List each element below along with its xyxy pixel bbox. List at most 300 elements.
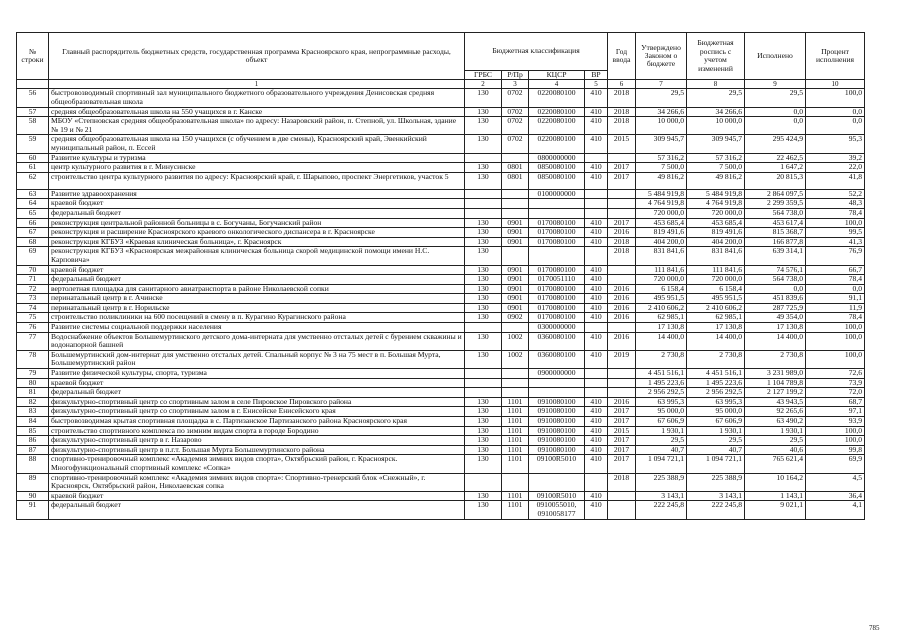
header-percent: Процент исполнения (806, 33, 865, 80)
row-rzpr: 1002 (502, 332, 529, 350)
row-kcsr: 0170080100 (529, 218, 585, 228)
row-grbs: 130 (465, 445, 502, 455)
row-rzpr: 1101 (502, 436, 529, 446)
row-approved: 29,5 (636, 436, 687, 446)
row-percent: 100,0 (806, 218, 865, 228)
row-budget-list: 5 484 919,8 (687, 189, 745, 199)
row-name: федеральный бюджет (49, 275, 465, 285)
row-year: 2019 (608, 350, 636, 368)
row-grbs: 130 (465, 218, 502, 228)
row-executed: 295 424,9 (745, 135, 806, 153)
row-number: 73 (17, 294, 49, 304)
row-grbs: 130 (465, 89, 502, 107)
row-approved: 495 951,5 (636, 294, 687, 304)
row-kcsr (529, 473, 585, 491)
row-year (608, 369, 636, 379)
row-number: 67 (17, 228, 49, 238)
table-row (17, 284, 865, 294)
row-approved: 309 945,7 (636, 135, 687, 153)
row-approved: 10 000,0 (636, 117, 687, 135)
row-year (608, 501, 636, 519)
row-number: 75 (17, 313, 49, 323)
row-number: 70 (17, 265, 49, 275)
column-index: 9 (745, 80, 806, 89)
row-budget-list: 3 143,1 (687, 491, 745, 501)
row-name: физкультурно-спортивный центр в п.г.т. Большая Мурта Большемуртинского района (49, 445, 465, 455)
table-row (17, 303, 865, 313)
row-executed: 287 725,9 (745, 303, 806, 313)
row-executed: 20 815,3 (745, 172, 806, 189)
row-executed: 0,0 (745, 117, 806, 135)
row-grbs (465, 153, 502, 163)
row-percent: 100,0 (806, 323, 865, 333)
row-vr: 410 (585, 228, 608, 238)
row-name: строительство поликлиники на 600 посещений в смену в п. Курагино Курагинского района (49, 313, 465, 323)
column-index: 5 (585, 80, 608, 89)
row-budget-list: 7 500,0 (687, 163, 745, 173)
row-executed: 564 738,0 (745, 208, 806, 218)
row-rzpr: 0702 (502, 107, 529, 117)
row-executed: 2 730,8 (745, 350, 806, 368)
row-budget-list: 720 000,0 (687, 208, 745, 218)
row-executed: 564 738,0 (745, 275, 806, 285)
row-budget-list: 49 816,2 (687, 172, 745, 189)
row-grbs: 130 (465, 172, 502, 189)
row-grbs: 130 (465, 247, 502, 265)
row-year: 2016 (608, 313, 636, 323)
row-percent: 93,9 (806, 417, 865, 427)
row-vr (585, 199, 608, 209)
row-grbs: 130 (465, 265, 502, 275)
row-grbs: 130 (465, 303, 502, 313)
row-approved: 453 685,4 (636, 218, 687, 228)
row-percent: 78,4 (806, 313, 865, 323)
row-approved: 49 816,2 (636, 172, 687, 189)
header-budget-classification: Бюджетная классификация (465, 33, 608, 71)
row-vr: 410 (585, 501, 608, 519)
row-name: физкультурно-спортивный центр со спортивным залом в г. Енисейске Енисейского края (49, 407, 465, 417)
row-kcsr: 0170080100 (529, 294, 585, 304)
row-percent: 68,7 (806, 397, 865, 407)
row-number: 63 (17, 189, 49, 199)
row-percent: 78,4 (806, 275, 865, 285)
row-percent: 100,0 (806, 426, 865, 436)
row-vr: 410 (585, 218, 608, 228)
header-name: Главный распорядитель бюджетных средств, государственная программа Красноярского края, непрограммные расходы, объект (49, 33, 465, 80)
row-percent: 0,0 (806, 107, 865, 117)
row-approved: 14 400,0 (636, 332, 687, 350)
table-row (17, 265, 865, 275)
row-number: 88 (17, 455, 49, 473)
row-budget-list: 29,5 (687, 436, 745, 446)
table-row (17, 407, 865, 417)
column-index: 1 (49, 80, 465, 89)
row-kcsr: 0910080100 (529, 445, 585, 455)
row-name: краевой бюджет (49, 378, 465, 388)
row-executed: 2 127 199,2 (745, 388, 806, 398)
row-vr (585, 378, 608, 388)
row-name: краевой бюджет (49, 265, 465, 275)
row-vr: 410 (585, 332, 608, 350)
row-grbs: 130 (465, 417, 502, 427)
row-year (608, 153, 636, 163)
row-approved: 62 985,1 (636, 313, 687, 323)
row-kcsr: 0300000000 (529, 323, 585, 333)
row-year (608, 265, 636, 275)
row-kcsr (529, 208, 585, 218)
row-rzpr (502, 323, 529, 333)
row-percent: 0,0 (806, 284, 865, 294)
table-row (17, 117, 865, 135)
row-year: 2018 (608, 247, 636, 265)
row-vr: 410 (585, 265, 608, 275)
row-vr: 410 (585, 294, 608, 304)
row-budget-list: 6 158,4 (687, 284, 745, 294)
row-rzpr: 0702 (502, 135, 529, 153)
row-grbs: 130 (465, 275, 502, 285)
row-number: 65 (17, 208, 49, 218)
row-name: Развитие культуры и туризма (49, 153, 465, 163)
row-year: 2018 (608, 117, 636, 135)
row-executed: 1 647,2 (745, 163, 806, 173)
row-percent: 100,0 (806, 89, 865, 107)
row-rzpr: 0901 (502, 294, 529, 304)
row-rzpr: 1101 (502, 501, 529, 519)
row-budget-list: 29,5 (687, 89, 745, 107)
row-percent: 0,0 (806, 117, 865, 135)
row-percent: 69,9 (806, 455, 865, 473)
row-executed: 92 265,6 (745, 407, 806, 417)
row-number: 87 (17, 445, 49, 455)
row-grbs: 130 (465, 284, 502, 294)
row-executed: 815 368,7 (745, 228, 806, 238)
row-number: 64 (17, 199, 49, 209)
row-year (608, 323, 636, 333)
row-vr: 410 (585, 284, 608, 294)
row-name: средняя общеобразовательная школа на 150 учащихся (с обучением в две смены), Красноярский край, Эвенкийский муниципальный район, п. Ессей (49, 135, 465, 153)
row-vr: 410 (585, 89, 608, 107)
row-grbs (465, 208, 502, 218)
table-row (17, 455, 865, 473)
row-vr (585, 369, 608, 379)
row-rzpr: 0902 (502, 313, 529, 323)
row-budget-list: 1 094 721,1 (687, 455, 745, 473)
table-row (17, 189, 865, 199)
row-vr (585, 208, 608, 218)
row-budget-list: 309 945,7 (687, 135, 745, 153)
row-executed: 29,5 (745, 89, 806, 107)
row-budget-list: 2 956 292,5 (687, 388, 745, 398)
row-vr: 410 (585, 237, 608, 247)
row-percent: 95,3 (806, 135, 865, 153)
row-percent: 91,1 (806, 294, 865, 304)
row-grbs: 130 (465, 294, 502, 304)
row-approved: 6 158,4 (636, 284, 687, 294)
row-grbs: 130 (465, 228, 502, 238)
column-index: 7 (636, 80, 687, 89)
column-index (17, 80, 49, 89)
row-budget-list: 222 245,8 (687, 501, 745, 519)
row-percent: 48,3 (806, 199, 865, 209)
row-rzpr: 0702 (502, 117, 529, 135)
row-rzpr (502, 378, 529, 388)
row-grbs: 130 (465, 491, 502, 501)
header-grbs: ГРБС (465, 71, 502, 80)
row-approved: 225 388,9 (636, 473, 687, 491)
header-row-number: № строки (17, 33, 49, 80)
row-vr: 410 (585, 407, 608, 417)
row-kcsr: 0170051110 (529, 275, 585, 285)
row-approved: 1 930,1 (636, 426, 687, 436)
table-row (17, 445, 865, 455)
row-number: 71 (17, 275, 49, 285)
row-executed: 10 164,2 (745, 473, 806, 491)
row-vr (585, 388, 608, 398)
row-budget-list: 67 606,9 (687, 417, 745, 427)
header-budget-list: Бюджетная роспись с учетом изменений (687, 33, 745, 80)
row-grbs: 130 (465, 501, 502, 519)
table-row (17, 369, 865, 379)
row-executed: 17 130,8 (745, 323, 806, 333)
table-row (17, 294, 865, 304)
row-budget-list: 62 985,1 (687, 313, 745, 323)
row-budget-list: 819 491,6 (687, 228, 745, 238)
row-approved: 1 094 721,1 (636, 455, 687, 473)
row-rzpr: 1101 (502, 397, 529, 407)
row-rzpr (502, 388, 529, 398)
row-kcsr: 0910080100 (529, 397, 585, 407)
row-percent: 100,0 (806, 350, 865, 368)
row-name: Развитие физической культуры, спорта, туризма (49, 369, 465, 379)
row-year: 2016 (608, 228, 636, 238)
row-name: физкультурно-спортивный центр со спортивным залом в селе Пировское Пировского района (49, 397, 465, 407)
row-year: 2017 (608, 417, 636, 427)
row-approved: 1 495 223,6 (636, 378, 687, 388)
row-budget-list: 404 200,0 (687, 237, 745, 247)
row-year (608, 199, 636, 209)
row-year (608, 208, 636, 218)
row-number: 68 (17, 237, 49, 247)
row-number: 91 (17, 501, 49, 519)
row-number: 57 (17, 107, 49, 117)
row-year: 2016 (608, 332, 636, 350)
row-name: федеральный бюджет (49, 388, 465, 398)
row-executed: 1 104 789,8 (745, 378, 806, 388)
row-grbs: 130 (465, 313, 502, 323)
row-name: федеральный бюджет (49, 501, 465, 519)
row-grbs (465, 388, 502, 398)
row-executed: 14 400,0 (745, 332, 806, 350)
table-row (17, 107, 865, 117)
row-executed: 2 299 359,5 (745, 199, 806, 209)
row-year: 2016 (608, 397, 636, 407)
row-kcsr: 0170080100 (529, 237, 585, 247)
table-row (17, 491, 865, 501)
row-percent: 72,6 (806, 369, 865, 379)
row-budget-list: 14 400,0 (687, 332, 745, 350)
row-percent: 73,9 (806, 378, 865, 388)
row-number: 76 (17, 323, 49, 333)
row-approved: 57 316,2 (636, 153, 687, 163)
row-rzpr (502, 247, 529, 265)
row-executed: 2 864 097,5 (745, 189, 806, 199)
row-budget-list: 453 685,4 (687, 218, 745, 228)
row-grbs (465, 473, 502, 491)
row-rzpr (502, 473, 529, 491)
row-rzpr: 1101 (502, 426, 529, 436)
row-executed: 639 314,1 (745, 247, 806, 265)
row-budget-list: 225 388,9 (687, 473, 745, 491)
row-name: спортивно-тренировочный комплекс «Академия зимних видов спорта»: Спортивно-тренерский блок «Снежный», г. Красноярск, Октябрьский район, Николаевская сопка (49, 473, 465, 491)
row-number: 83 (17, 407, 49, 417)
row-rzpr: 0901 (502, 218, 529, 228)
row-kcsr (529, 388, 585, 398)
row-percent: 36,4 (806, 491, 865, 501)
row-budget-list: 111 841,6 (687, 265, 745, 275)
row-year: 2015 (608, 135, 636, 153)
row-year: 2017 (608, 436, 636, 446)
row-executed: 453 617,4 (745, 218, 806, 228)
row-grbs: 130 (465, 397, 502, 407)
row-rzpr (502, 199, 529, 209)
row-name: Развитие здравоохранения (49, 189, 465, 199)
row-year: 2018 (608, 107, 636, 117)
row-name: быстровозводимый спортивный зал муниципального бюджетного образовательного учреждения Денисовская средняя общеобразовательная школа (49, 89, 465, 107)
row-vr (585, 323, 608, 333)
row-year: 2017 (608, 172, 636, 189)
row-vr: 410 (585, 107, 608, 117)
row-kcsr: 0170080100 (529, 284, 585, 294)
row-year: 2018 (608, 473, 636, 491)
header-executed: Исполнено (745, 33, 806, 80)
row-approved: 4 451 516,1 (636, 369, 687, 379)
budget-table (16, 32, 865, 520)
row-number: 80 (17, 378, 49, 388)
row-rzpr: 1101 (502, 491, 529, 501)
row-budget-list: 40,7 (687, 445, 745, 455)
row-percent: 4,5 (806, 473, 865, 491)
row-number: 81 (17, 388, 49, 398)
row-name: краевой бюджет (49, 199, 465, 209)
row-vr: 410 (585, 436, 608, 446)
row-percent: 78,4 (806, 208, 865, 218)
table-row (17, 208, 865, 218)
row-budget-list: 34 266,6 (687, 107, 745, 117)
row-rzpr: 0702 (502, 89, 529, 107)
row-percent: 99,8 (806, 445, 865, 455)
row-name: быстровозводимая крытая спортивная площадка в с. Партизанское Партизанского района Красноярского края (49, 417, 465, 427)
row-vr: 410 (585, 455, 608, 473)
header-approved: Утверждено Законом о бюджете (636, 33, 687, 80)
row-approved: 17 130,8 (636, 323, 687, 333)
table-row (17, 388, 865, 398)
row-year: 2017 (608, 218, 636, 228)
row-rzpr: 0901 (502, 265, 529, 275)
row-approved: 819 491,6 (636, 228, 687, 238)
row-kcsr: 0220080100 (529, 89, 585, 107)
row-rzpr: 1101 (502, 455, 529, 473)
row-name: центр культурного развития в г. Минусинске (49, 163, 465, 173)
row-number: 79 (17, 369, 49, 379)
row-rzpr: 0901 (502, 284, 529, 294)
row-number: 85 (17, 426, 49, 436)
row-budget-list: 4 764 919,8 (687, 199, 745, 209)
row-approved: 7 500,0 (636, 163, 687, 173)
table-row (17, 332, 865, 350)
row-percent: 97,1 (806, 407, 865, 417)
row-budget-list: 2 730,8 (687, 350, 745, 368)
row-executed: 63 490,2 (745, 417, 806, 427)
row-budget-list: 720 000,0 (687, 275, 745, 285)
row-number: 84 (17, 417, 49, 427)
row-approved: 5 484 919,8 (636, 189, 687, 199)
table-row (17, 417, 865, 427)
table-row (17, 199, 865, 209)
row-vr: 410 (585, 275, 608, 285)
row-year: 2017 (608, 445, 636, 455)
row-number: 56 (17, 89, 49, 107)
row-number: 61 (17, 163, 49, 173)
row-name: реконструкция КГБУЗ «Красноярская межрайонная клиническая больница скорой медицинской помощи имени Н.С. Карповича» (49, 247, 465, 265)
row-number: 82 (17, 397, 49, 407)
row-approved: 2 956 292,5 (636, 388, 687, 398)
row-grbs: 130 (465, 117, 502, 135)
row-kcsr: 0170080100 (529, 265, 585, 275)
row-year: 2017 (608, 455, 636, 473)
table-row (17, 247, 865, 265)
row-percent: 11,9 (806, 303, 865, 313)
row-executed: 74 576,1 (745, 265, 806, 275)
row-kcsr: 0170080100 (529, 228, 585, 238)
row-kcsr: 0800000000 (529, 153, 585, 163)
row-name: средняя общеобразовательная школа на 550 учащихся в г. Канске (49, 107, 465, 117)
row-budget-list: 57 316,2 (687, 153, 745, 163)
row-approved: 29,5 (636, 89, 687, 107)
row-number: 77 (17, 332, 49, 350)
row-kcsr: 0100000000 (529, 189, 585, 199)
row-budget-list: 1 930,1 (687, 426, 745, 436)
row-approved: 3 143,1 (636, 491, 687, 501)
row-kcsr: 0360080100 (529, 332, 585, 350)
row-kcsr (529, 247, 585, 265)
row-name: реконструкция КГБУЗ «Краевая клиническая больница», г. Красноярск (49, 237, 465, 247)
row-percent: 41,8 (806, 172, 865, 189)
row-vr: 410 (585, 313, 608, 323)
row-executed: 3 231 989,0 (745, 369, 806, 379)
row-kcsr: 0360080100 (529, 350, 585, 368)
row-year (608, 189, 636, 199)
row-name: спортивно-тренировочный комплекс «Академия зимних видов спорта», Октябрьский район, г. Красноярск. Многофункциональный спортивный комплекс «Сопка» (49, 455, 465, 473)
row-grbs: 130 (465, 407, 502, 417)
row-kcsr: 0910055010, 0910058177 (529, 501, 585, 519)
row-kcsr: 0850080100 (529, 163, 585, 173)
table-row (17, 426, 865, 436)
row-grbs: 130 (465, 350, 502, 368)
row-name: перинатальный центр в г. Норильске (49, 303, 465, 313)
row-year (608, 388, 636, 398)
row-approved: 63 995,3 (636, 397, 687, 407)
row-rzpr (502, 153, 529, 163)
row-year: 2016 (608, 284, 636, 294)
row-year: 2015 (608, 426, 636, 436)
row-executed: 0,0 (745, 284, 806, 294)
row-approved: 720 000,0 (636, 208, 687, 218)
row-percent: 100,0 (806, 436, 865, 446)
row-budget-list: 63 995,3 (687, 397, 745, 407)
row-approved: 4 764 919,8 (636, 199, 687, 209)
row-percent: 66,7 (806, 265, 865, 275)
row-number: 66 (17, 218, 49, 228)
